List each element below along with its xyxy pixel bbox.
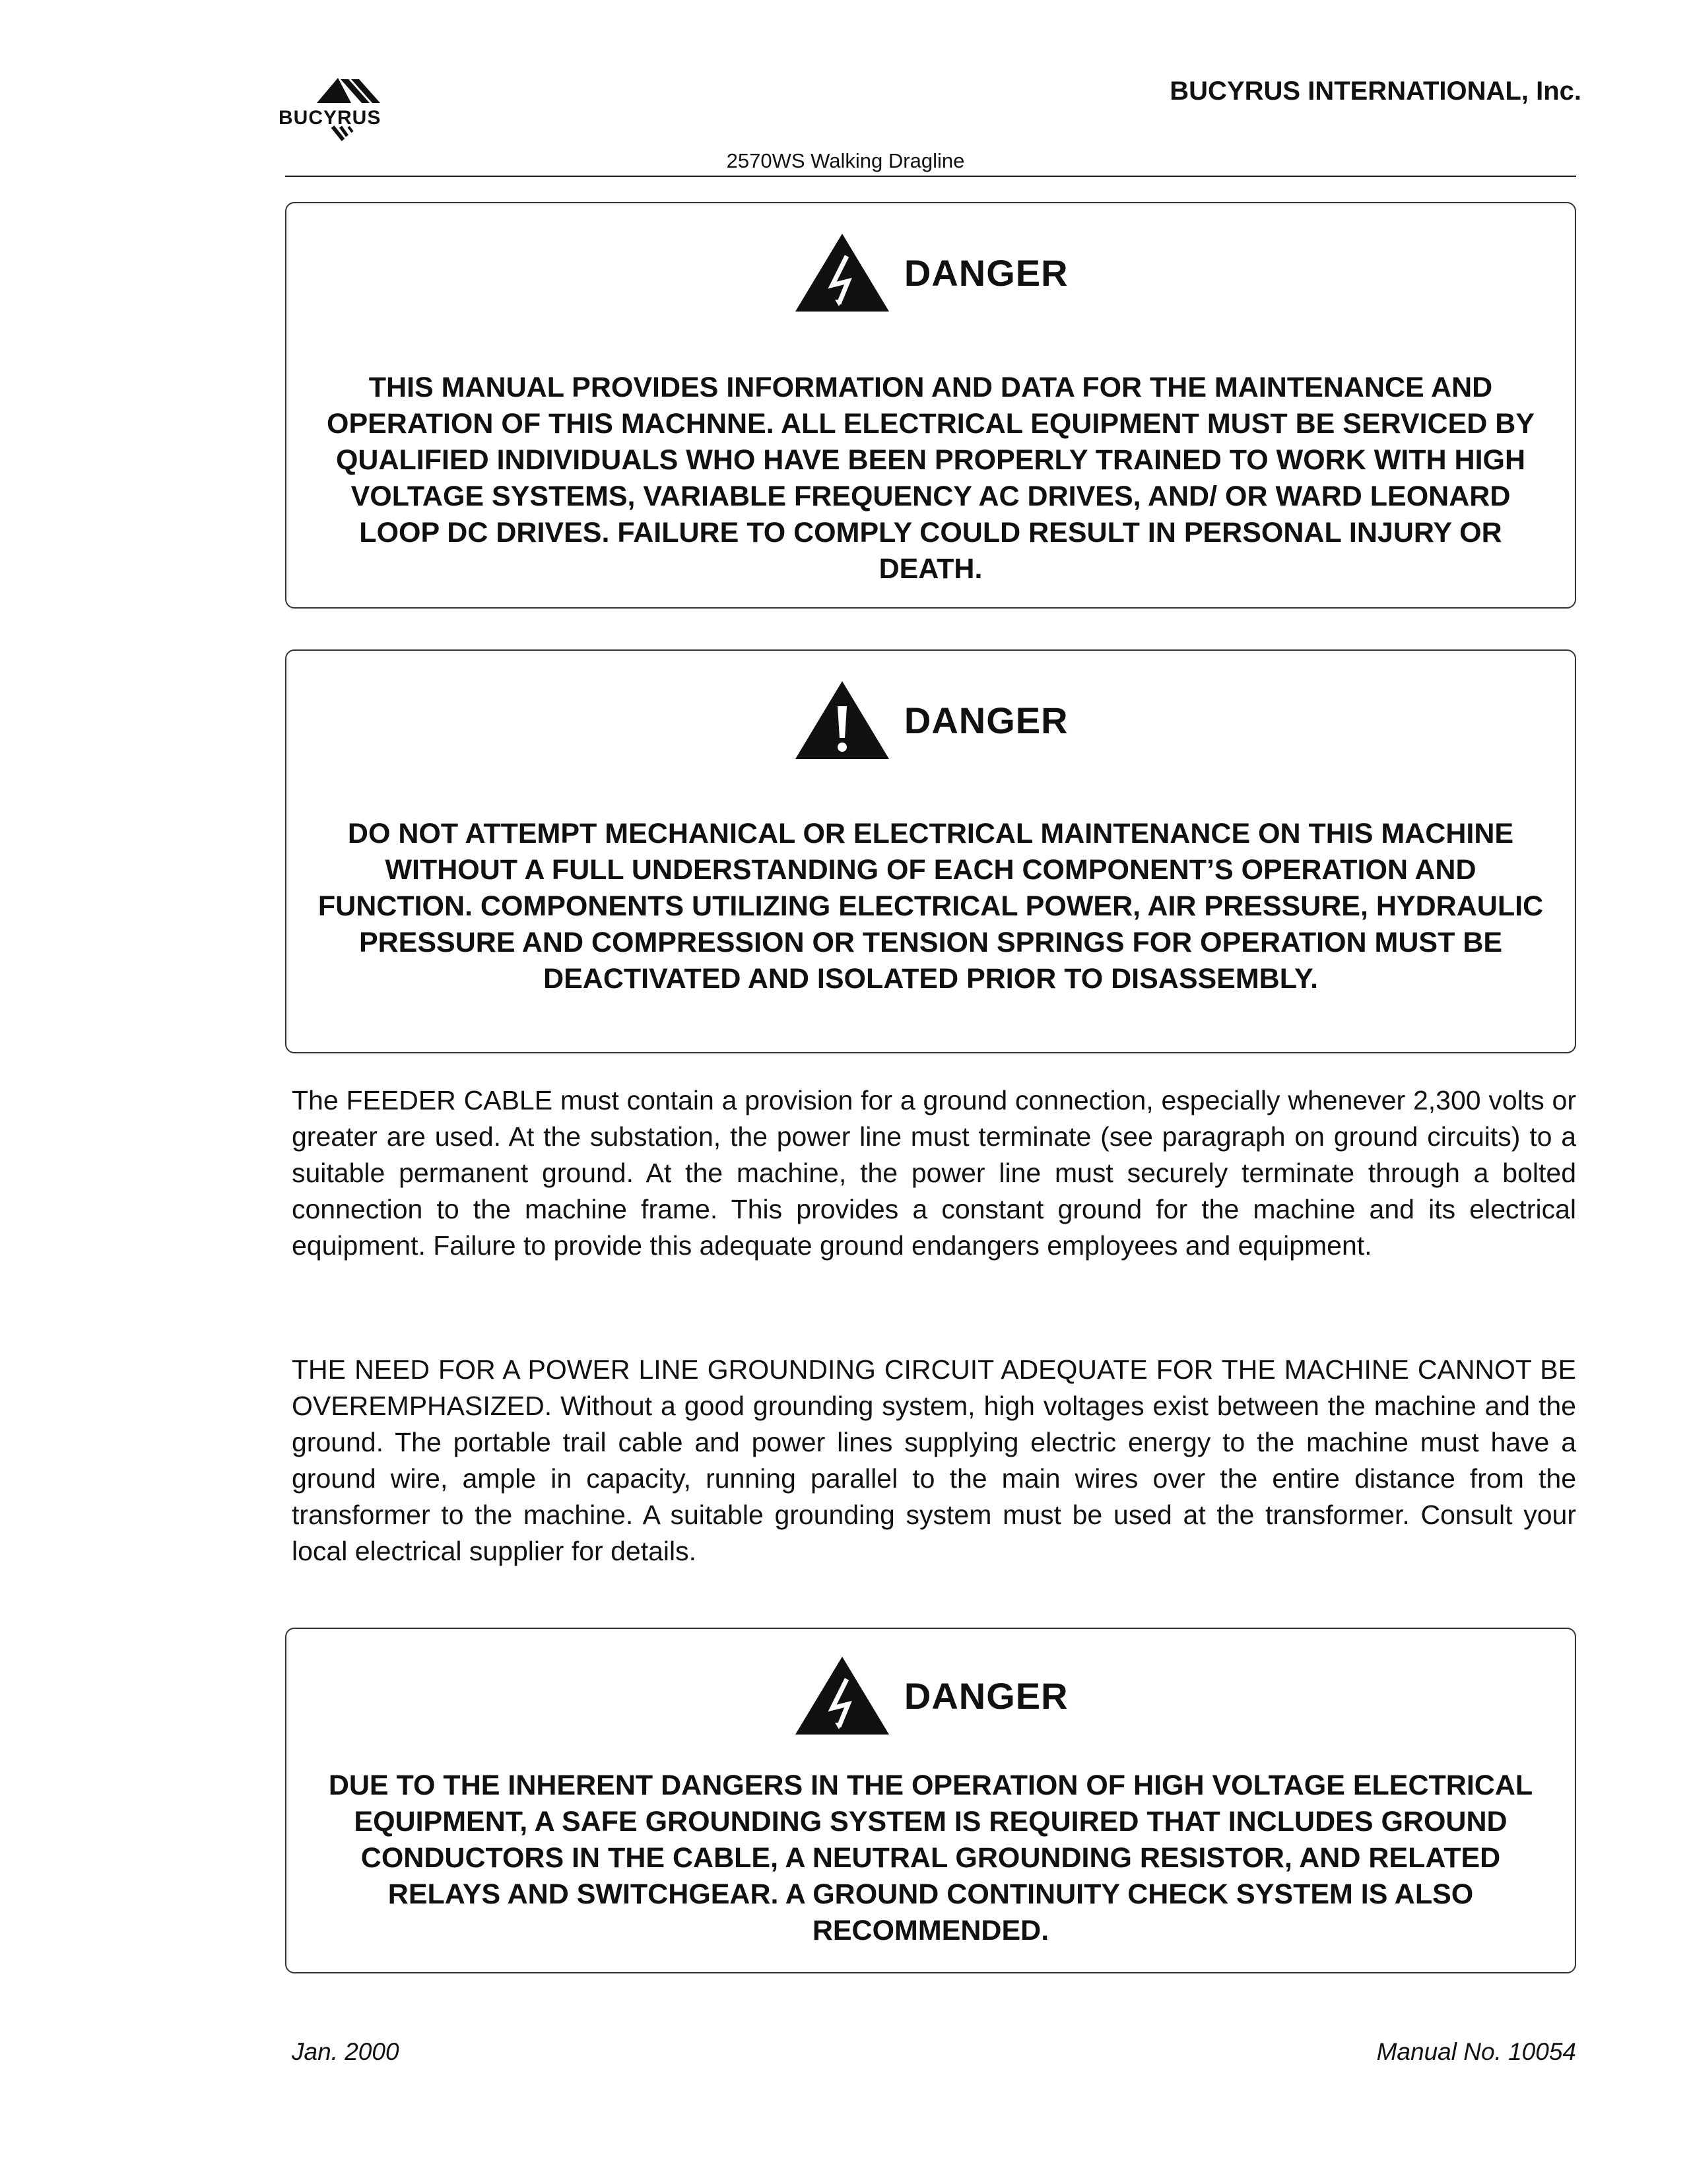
danger-box-2 — [285, 649, 1576, 1053]
bucyrus-logo — [277, 63, 409, 162]
company-name: BUCYRUS INTERNATIONAL, Inc. — [1170, 77, 1581, 106]
logo-text: BUCYRUS — [279, 107, 381, 129]
danger-box-3 — [285, 1628, 1576, 1973]
footer-date: Jan. 2000 — [292, 2038, 399, 2065]
electrical-hazard-icon — [793, 1653, 892, 1738]
danger-text-3: DUE TO THE INHERENT DANGERS IN THE OPERATION OF HIGH VOLTAGE ELECTRICAL EQUIPMENT, A SAFE GROUNDING SYSTEM IS REQUIRED THAT INCLUDES GROUND CONDUCTORS IN THE CABLE, A NEUTRAL GROUNDING RESISTOR, AND RELATED RELAYS AND SWITCHGEAR. A GROUND CONTINUITY CHECK SYSTEM IS ALSO RECOMMENDED. — [328, 1770, 1533, 1946]
danger-heading-3 — [286, 1653, 1575, 1738]
danger-label-3: DANGER — [904, 1674, 1069, 1717]
danger-heading-2 — [286, 677, 1575, 763]
header-divider — [285, 176, 1576, 177]
danger-label-2: DANGER — [904, 699, 1069, 741]
exclamation-hazard-icon — [793, 677, 892, 763]
grounding-circuit-paragraph: THE NEED FOR A POWER LINE GROUNDING CIRCUIT ADEQUATE FOR THE MACHINE CANNOT BE OVEREMPHASIZED. Without a good grounding system, high voltages exist between the machine and the ground. The portable trail cable and power lines supplying electric energy to the machine must have a ground wire, ample in capacity, running parallel to the main wires over the entire distance from the transformer to the machine. A suitable grounding system must be used at the transformer. Consult your local electrical supplier for details. — [292, 1354, 1576, 1566]
feeder-cable-paragraph: The FEEDER CABLE must contain a provision for a ground connection, especially whenever 2,300 volts or greater are used. At the substation, the power line must terminate (see paragraph on ground circuits) to a suitable permanent ground. At the machine, the power line must securely terminate through a bolted connection to the machine frame. This provides a constant ground for the machine and its electrical equipment. Failure to provide this adequate ground endangers employees and equipment. — [292, 1085, 1576, 1261]
danger-label-1: DANGER — [904, 251, 1069, 294]
electrical-hazard-icon — [793, 230, 892, 315]
danger-text-1: THIS MANUAL PROVIDES INFORMATION AND DATA FOR THE MAINTENANCE AND OPERATION OF THIS MACHNNE. ALL ELECTRICAL EQUIPMENT MUST BE SERVICED BY QUALIFIED INDIVIDUALS WHO HAVE BEEN PROPERLY TRAINED TO WORK WITH HIGH VOLTAGE SYSTEMS, VARIABLE FREQUENCY AC DRIVES, AND/ OR WARD LEONARD LOOP DC DRIVES. FAILURE TO COMPLY COULD RESULT IN PERSONAL INJURY OR DEATH. — [327, 372, 1535, 585]
danger-box-1 — [285, 202, 1576, 609]
document-subtitle: 2570WS Walking Dragline — [726, 149, 965, 172]
danger-heading-1 — [286, 230, 1575, 315]
danger-text-2: DO NOT ATTEMPT MECHANICAL OR ELECTRICAL MAINTENANCE ON THIS MACHINE WITHOUT A FULL UNDERSTANDING OF EACH COMPONENT’S OPERATION AND FUNCTION. COMPONENTS UTILIZING ELECTRICAL POWER, AIR PRESSURE, HYDRAULIC PRESSURE AND COMPRESSION OR TENSION SPRINGS FOR OPERATION MUST BE DEACTIVATED AND ISOLATED PRIOR TO DISASSEMBLY. — [317, 818, 1544, 995]
footer-manual-number: Manual No. 10054 — [1376, 2038, 1576, 2065]
